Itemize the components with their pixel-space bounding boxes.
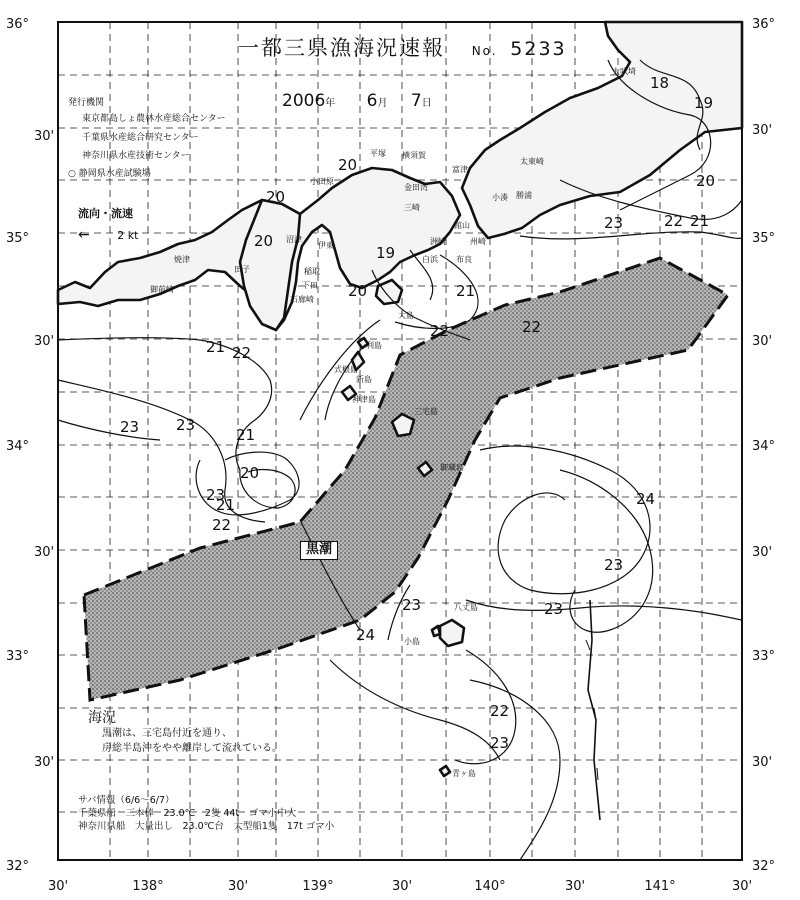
kuroshio-label: [300, 541, 338, 560]
lat-label: 30': [752, 545, 773, 560]
place-label: 稲取: [304, 267, 320, 276]
conditions-line: 房総半島沖をやや離岸して流れている。: [102, 742, 282, 754]
issue-number: 5233: [510, 38, 567, 60]
circle-icon: ○: [68, 169, 76, 180]
lat-label: 34°: [6, 439, 30, 454]
place-label: 三宅島: [414, 407, 438, 416]
kuroshio-label-text: 黒潮: [306, 542, 333, 557]
date-day: 7: [410, 91, 422, 111]
place-label: 大吠埼: [612, 67, 636, 76]
lon-label: 30': [731, 879, 753, 894]
temp-label: 21: [456, 282, 476, 300]
temp-label: 19: [694, 94, 714, 112]
temp-label: 20: [338, 156, 358, 174]
saba-line: 神奈川県船 大量出し 23.0℃台 大型船1隻 17t ゴマ小: [78, 820, 335, 832]
publisher-item: 東京都島しょ農林水産総合センター: [82, 114, 226, 125]
place-label: 三崎: [404, 203, 420, 212]
lat-axis-left: [6, 17, 54, 874]
publishers-heading: 発行機関: [68, 98, 105, 108]
kuroshio-current-band: [84, 258, 728, 700]
lat-label: 30': [752, 334, 773, 349]
lat-label: 30': [34, 545, 55, 560]
place-label: 小田原: [310, 177, 334, 186]
place-label: 横須賀: [402, 151, 426, 160]
publisher-item: 神奈川県水産技術センター: [82, 151, 190, 162]
lon-label: 139°: [302, 879, 334, 894]
temp-label: 23: [544, 600, 564, 618]
temp-label: 18: [650, 74, 670, 92]
lon-label: 30': [391, 879, 413, 894]
temp-label: 22: [664, 212, 684, 230]
lon-label: 30': [47, 879, 69, 894]
place-label: 石廊崎: [290, 295, 314, 304]
saba-info: [78, 796, 334, 833]
place-label: 御蔵島: [440, 463, 464, 472]
oshima-island: [376, 280, 402, 304]
temp-label: 20: [240, 464, 260, 482]
lon-label: 141°: [644, 879, 676, 894]
lat-label: 36°: [6, 17, 30, 32]
lat-label: 36°: [752, 17, 776, 32]
place-label: 館山: [454, 221, 470, 230]
publisher-item: 千葉県水産総合研究センター: [82, 132, 199, 143]
title-text: 一都三県漁海況速報: [238, 36, 445, 60]
arrow-left-icon: ←: [78, 226, 90, 243]
lat-label: 33°: [6, 649, 30, 664]
place-label: 新島: [356, 375, 372, 384]
lon-axis-bottom: [48, 879, 752, 894]
publisher-item: [68, 169, 226, 179]
place-label: 下田: [302, 281, 318, 290]
current-legend-title: 流向・流速: [78, 207, 133, 220]
lat-axis-right: [752, 17, 775, 874]
temp-label: 23: [604, 214, 624, 232]
lat-label: 32°: [6, 859, 30, 874]
temp-label: 19: [376, 244, 396, 262]
lon-label: 30': [564, 879, 586, 894]
place-label: 大島: [398, 311, 414, 320]
publishers: [68, 98, 226, 180]
publisher-item-text: 静岡県水産試験場: [78, 169, 151, 180]
place-label: 式根島: [334, 365, 358, 374]
lat-label: 34°: [752, 439, 776, 454]
temp-label: 24: [636, 490, 656, 508]
place-label: 田子: [234, 265, 250, 274]
place-label: 小湊: [492, 193, 508, 202]
year-unit: 年: [325, 98, 336, 109]
temp-label: 20: [254, 232, 274, 250]
lat-label: 30': [752, 755, 773, 770]
date-month: 6: [366, 91, 378, 111]
place-label: 八丈島: [454, 603, 478, 612]
temp-label: 23: [120, 418, 140, 436]
place-label: 富津: [452, 165, 468, 174]
issue-date: [282, 92, 432, 112]
temp-label: 22: [522, 318, 542, 336]
temp-label: 22: [232, 344, 252, 362]
current-legend: [78, 208, 138, 243]
lat-label: 32°: [752, 859, 776, 874]
month-unit: 月: [377, 98, 388, 109]
current-legend-scale: [78, 227, 138, 243]
temp-label: 20: [696, 172, 716, 190]
saba-heading: サバ情報（6/6～6/7）: [78, 795, 175, 806]
kojima-island: [432, 626, 440, 636]
lat-label: 30': [752, 123, 773, 138]
temp-label: 22: [430, 322, 450, 340]
temp-label: 23: [604, 556, 624, 574]
place-label: 青ヶ島: [452, 769, 476, 778]
lat-label: 33°: [752, 649, 776, 664]
place-label: 小島: [404, 637, 420, 646]
lat-label: 35°: [752, 231, 776, 246]
temp-label: 20: [266, 188, 286, 206]
day-unit: 日: [421, 98, 432, 109]
place-label: 勝浦: [516, 191, 532, 200]
place-label: 沼津: [286, 235, 302, 244]
place-label: 金田湾: [404, 183, 428, 192]
temp-label: 22: [212, 516, 232, 534]
place-label: 太東崎: [520, 157, 544, 166]
temp-label: 21: [206, 338, 226, 356]
temp-label: 21: [216, 496, 236, 514]
lon-label: 140°: [474, 879, 506, 894]
conditions-heading: 海況: [88, 710, 116, 726]
place-label: 伊東: [318, 241, 334, 250]
hachijojima-island: [440, 620, 464, 646]
ocean-conditions: [88, 710, 282, 754]
place-label: 布良: [456, 255, 472, 264]
lon-label: 30': [227, 879, 249, 894]
lat-label: 30': [34, 334, 55, 349]
temp-label: 21: [236, 426, 256, 444]
place-label: 洲崎: [430, 237, 446, 246]
map-title: [238, 36, 567, 61]
lat-label: 35°: [6, 231, 30, 246]
lon-label: 138°: [132, 879, 164, 894]
current-arrows: [586, 640, 598, 780]
temp-label: 24: [356, 626, 376, 644]
temp-label: 21: [690, 212, 710, 230]
saba-line: 千葉県船 三本棒 23.0℃ 2隻 44t ゴマ小中大: [78, 807, 297, 819]
place-label: 御前崎: [150, 285, 174, 294]
place-label: 白浜: [422, 255, 438, 264]
temp-label: 23: [402, 596, 422, 614]
place-label: 神津島: [352, 395, 376, 404]
temp-label: 23: [490, 734, 510, 752]
date-year: 2006: [282, 91, 326, 111]
conditions-line: 黒潮は、三宅島付近を通り、: [102, 728, 232, 740]
temp-label: 23: [176, 416, 196, 434]
lat-label: 30': [34, 129, 55, 144]
lat-label: 30': [34, 755, 55, 770]
temp-label: 22: [490, 702, 510, 720]
place-label: 焼津: [174, 255, 190, 264]
current-speed: 2 kt: [117, 228, 139, 242]
temp-label: 20: [348, 282, 368, 300]
temp-label: 23: [206, 486, 226, 504]
place-label: 利島: [366, 341, 382, 350]
place-label: 州崎: [470, 237, 486, 246]
issue-prefix: No.: [471, 44, 498, 58]
aogashima-island: [440, 766, 450, 776]
place-label: 平塚: [370, 149, 386, 158]
